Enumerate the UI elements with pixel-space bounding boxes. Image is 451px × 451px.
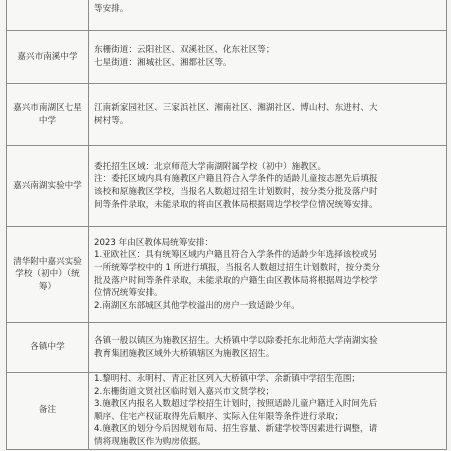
area-text-line: 2023 年由区教体局统筹安排：: [94, 237, 214, 248]
enrollment-area-cell: [89, 31, 447, 84]
enrollment-area-cell: [89, 373, 447, 450]
area-text-line: 注：委托区域内具有施教区户籍且符合入学条件的适龄儿童按志愿先后填报: [94, 174, 378, 185]
table-row: [7, 373, 447, 450]
table-row: [7, 323, 447, 373]
school-name-cell: 清华附中嘉兴实验学校（初中）（统筹）: [7, 227, 89, 323]
school-zone-table: [6, 0, 447, 450]
school-name-cell: 嘉兴市南溪中学: [7, 31, 89, 84]
area-text-line: 委托招生区域：北京师范大学南湖附属学校（初中）施教区。: [94, 161, 327, 172]
table-row: [7, 31, 447, 84]
area-text-line: 等安排。: [94, 4, 129, 15]
area-text-line: 江南新家园社区、三家浜社区、湘南社区、湘湖社区、博山村、东进村、大: [94, 102, 378, 113]
school-name-cell: 嘉兴市南湖区七星中学: [7, 84, 89, 146]
table-row: [7, 227, 447, 323]
area-text-line: 七星街道：湘城社区、湘都社区等。: [94, 58, 232, 68]
table-row: [7, 84, 447, 146]
area-text-line: 东栅街道：云阳社区、双溪社区、化东社区等；: [94, 45, 275, 56]
enrollment-area-cell: [89, 323, 447, 373]
area-text-line: 一所统筹学校中的 1 所进行填报，当报名人数超过招生计划数时，按分类分: [94, 262, 380, 273]
area-text-line: 间等条件录取，未能录取的将由区教体局根据周边学校学位情况统筹安排。: [94, 199, 378, 210]
area-text-line: 2.东栅街道文贤社区临时划入嘉兴市文贤学校；: [94, 386, 275, 397]
enrollment-area-cell: [89, 146, 447, 227]
area-text-line: 1.亚欧社区：具有统筹区域内户籍且符合入学条件的适龄少年选择该校或另: [94, 250, 378, 261]
area-text-line: 2.南湖区东部城区其他学校溢出的房户一致适龄少年。: [94, 300, 300, 311]
table-body: [7, 0, 447, 449]
area-text-line: 各镇一般以镇区为施教区招生。大桥镇中学以除委托东北师范大学南湖实验: [94, 335, 378, 346]
school-name-cell: [7, 0, 89, 31]
area-text-line: 该校和原施教区学校，当报名人数超过招生计划数时，按分类分批及落户时: [94, 187, 378, 197]
area-text-line: 树村等。: [94, 115, 129, 126]
school-name-cell: 备注: [7, 373, 89, 450]
school-name-cell: 各镇中学: [7, 323, 89, 373]
area-text-line: 3.施教区内报名人数超过学校招生计划时，按照适龄儿童户籍迁入时间先后: [94, 399, 378, 410]
area-text-line: 顺序、住宅产权证取得先后顺序、实际入住年限等条件进行录取；: [94, 411, 344, 422]
area-text-line: 4.施教区的划分今后因规划布局、招生容量、新建学校等因素进行调整，请: [94, 424, 378, 435]
area-text-line: 情将现施教区作为购房依据。: [94, 436, 206, 447]
table-row: [7, 0, 447, 31]
school-name-cell: 嘉兴南湖实验中学: [7, 146, 89, 227]
table-row: [7, 146, 447, 227]
enrollment-area-cell: [89, 84, 447, 146]
area-text-line: 位情况统筹安排。: [94, 288, 163, 299]
area-text-line: 1.黎明村、永明村、青正社区列入大桥镇中学、余新镇中学招生范围；: [94, 374, 361, 384]
enrollment-area-cell: [89, 227, 447, 323]
area-text-line: 教育集团施教区域外大桥镇辖区为施教区招生。: [94, 348, 275, 359]
area-text-line: 批及落户时间等条件录取，未能录取的户籍生由区教体局将根据周边学校学: [94, 275, 378, 286]
enrollment-area-cell: [89, 0, 447, 31]
